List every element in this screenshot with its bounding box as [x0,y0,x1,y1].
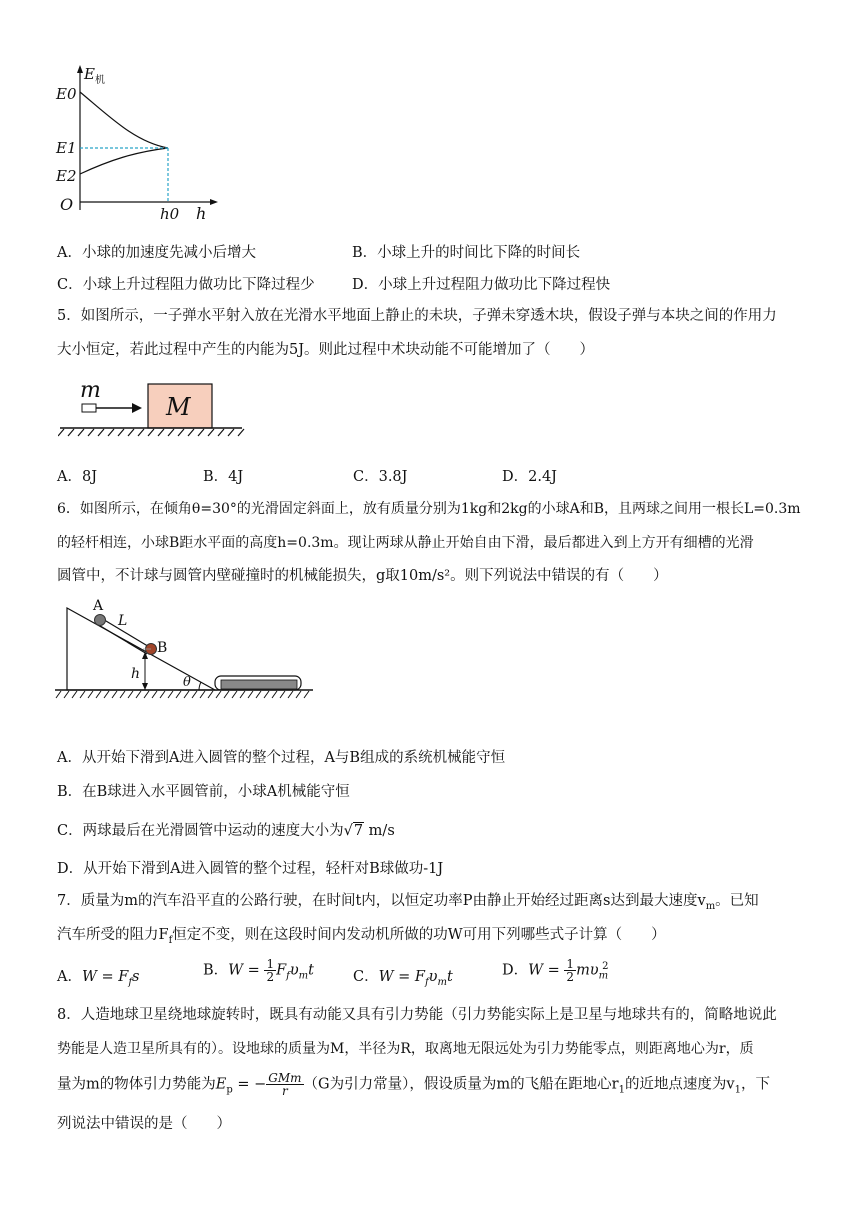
angle-theta-label: θ [183,675,191,690]
q8-text-line4: 列说法中错误的是（ ） [57,1116,231,1132]
block-label: M [166,393,191,421]
q8-text-line3: 量为m的物体引力势能为$E_p$ = − $\frac{\text{GMm}}{r}$ （G为引力常量），假设质量为m的飞船在距地心$r_1$的近地点速度为$v_1$，下 [57,1071,771,1098]
q4-option-c: C．小球上升过程阻力做功比下降过程少 [57,277,315,293]
q6-option-c: C．两球最后在光滑圆管中运动的速度大小为√7 m/s [57,823,395,839]
q4-option-d: D．小球上升过程阻力做功比下降过程快 [352,277,611,293]
graph-label-e1: E1 [56,139,77,157]
q7-text-line1: 7．质量为m的汽车沿平直的公路行驶，在时间t内，以恒定功率P由静止开始经过距离s达到最大速度$v_m$。已知 [57,893,759,912]
q7-option-b: B．W = $\frac{1}{2}$ $F_f\upsilon_mt$ [203,957,314,984]
graph-label-e2: E2 [56,167,77,185]
q5-text-line2: 大小恒定，若此过程中产生的内能为5J。则此过程中术块动能不可能增加了（ ） [57,342,595,358]
q6-option-a: A．从开始下滑到A进入圆管的整个过程，A与B组成的系统机械能守恒 [57,750,506,766]
q8-text-line2: 势能是人造卫星所具有的）。设地球的质量为M，半径为R，取离地无限远处为引力势能零点，则距离地心为r，质 [57,1041,754,1057]
rod-l-label: L [118,613,128,629]
bullet-label: m [80,378,101,403]
sqrt-7: √7 [343,823,364,839]
q6-text-line3: 圆管中，不计球与圆管内壁碰撞时的机械能损失，g取10m/s²。则下列说法中错误的有（ ） [57,568,668,584]
q6-text-line1: 6．如图所示，在倾角θ=30°的光滑固定斜面上，放有质量分别为1kg和2kg的小球A和B，且两球之间用一根长L=0.3m [57,501,801,517]
q7-option-d: D．W = $\frac{1}{2}$ $m\upsilon_m^2$ [502,957,609,984]
q6-option-d: D．从开始下滑到A进入圆管的整个过程，轻杆对B球做功-1J [57,861,444,877]
q5-option-d: D．2.4J [502,469,557,485]
graph-label-origin: O [60,195,74,214]
q6-text-line2: 的轻杆相连，小球B距水平面的高度h=0.3m。现让两球从静止开始自由下滑，最后都进入到上方开有细槽的光滑 [57,535,754,551]
graph-label-h0: h0 [160,205,180,223]
q6-option-c-text: C．两球最后在光滑圆管中运动的速度大小为 [57,823,344,839]
q7-option-c: C．$W = F_f\upsilon_mt$ [353,969,453,988]
q7-text-line2: 汽车所受的阻力$F_f$恒定不变，则在这段时间内发动机所做的功W可用下列哪些式子计算（ ） [57,927,666,946]
q5-option-c: C．3.8J [353,469,408,485]
graph-y-label: $E_机$ [84,65,105,86]
ball-a-label: A [93,598,104,614]
q4-option-a: A．小球的加速度先减小后增大 [57,245,256,261]
q4-option-b: B．小球上升的时间比下降的时间长 [352,245,581,261]
q6-option-b: B．在B球进入水平圆管前，小球A机械能守恒 [57,784,350,800]
q5-text-line1: 5．如图所示，一子弹水平射入放在光滑水平地面上静止的未块，子弹未穿透木块，假设子弹与本块之间的作用力 [57,308,777,324]
height-h-label: h [131,666,141,682]
q5-option-b: B．4J [203,469,244,485]
q5-option-a: A．8J [57,469,98,485]
q7-option-a: A．$W = F_fs$ [57,969,140,988]
ball-b-label: B [157,640,168,656]
graph-label-e0: E0 [56,85,77,103]
q8-text-line1: 8．人造地球卫星绕地球旋转时，既具有动能又具有引力势能（引力势能实际上是卫星与地球共有的，简略地说此 [57,1007,777,1023]
graph-label-h: h [196,204,207,223]
